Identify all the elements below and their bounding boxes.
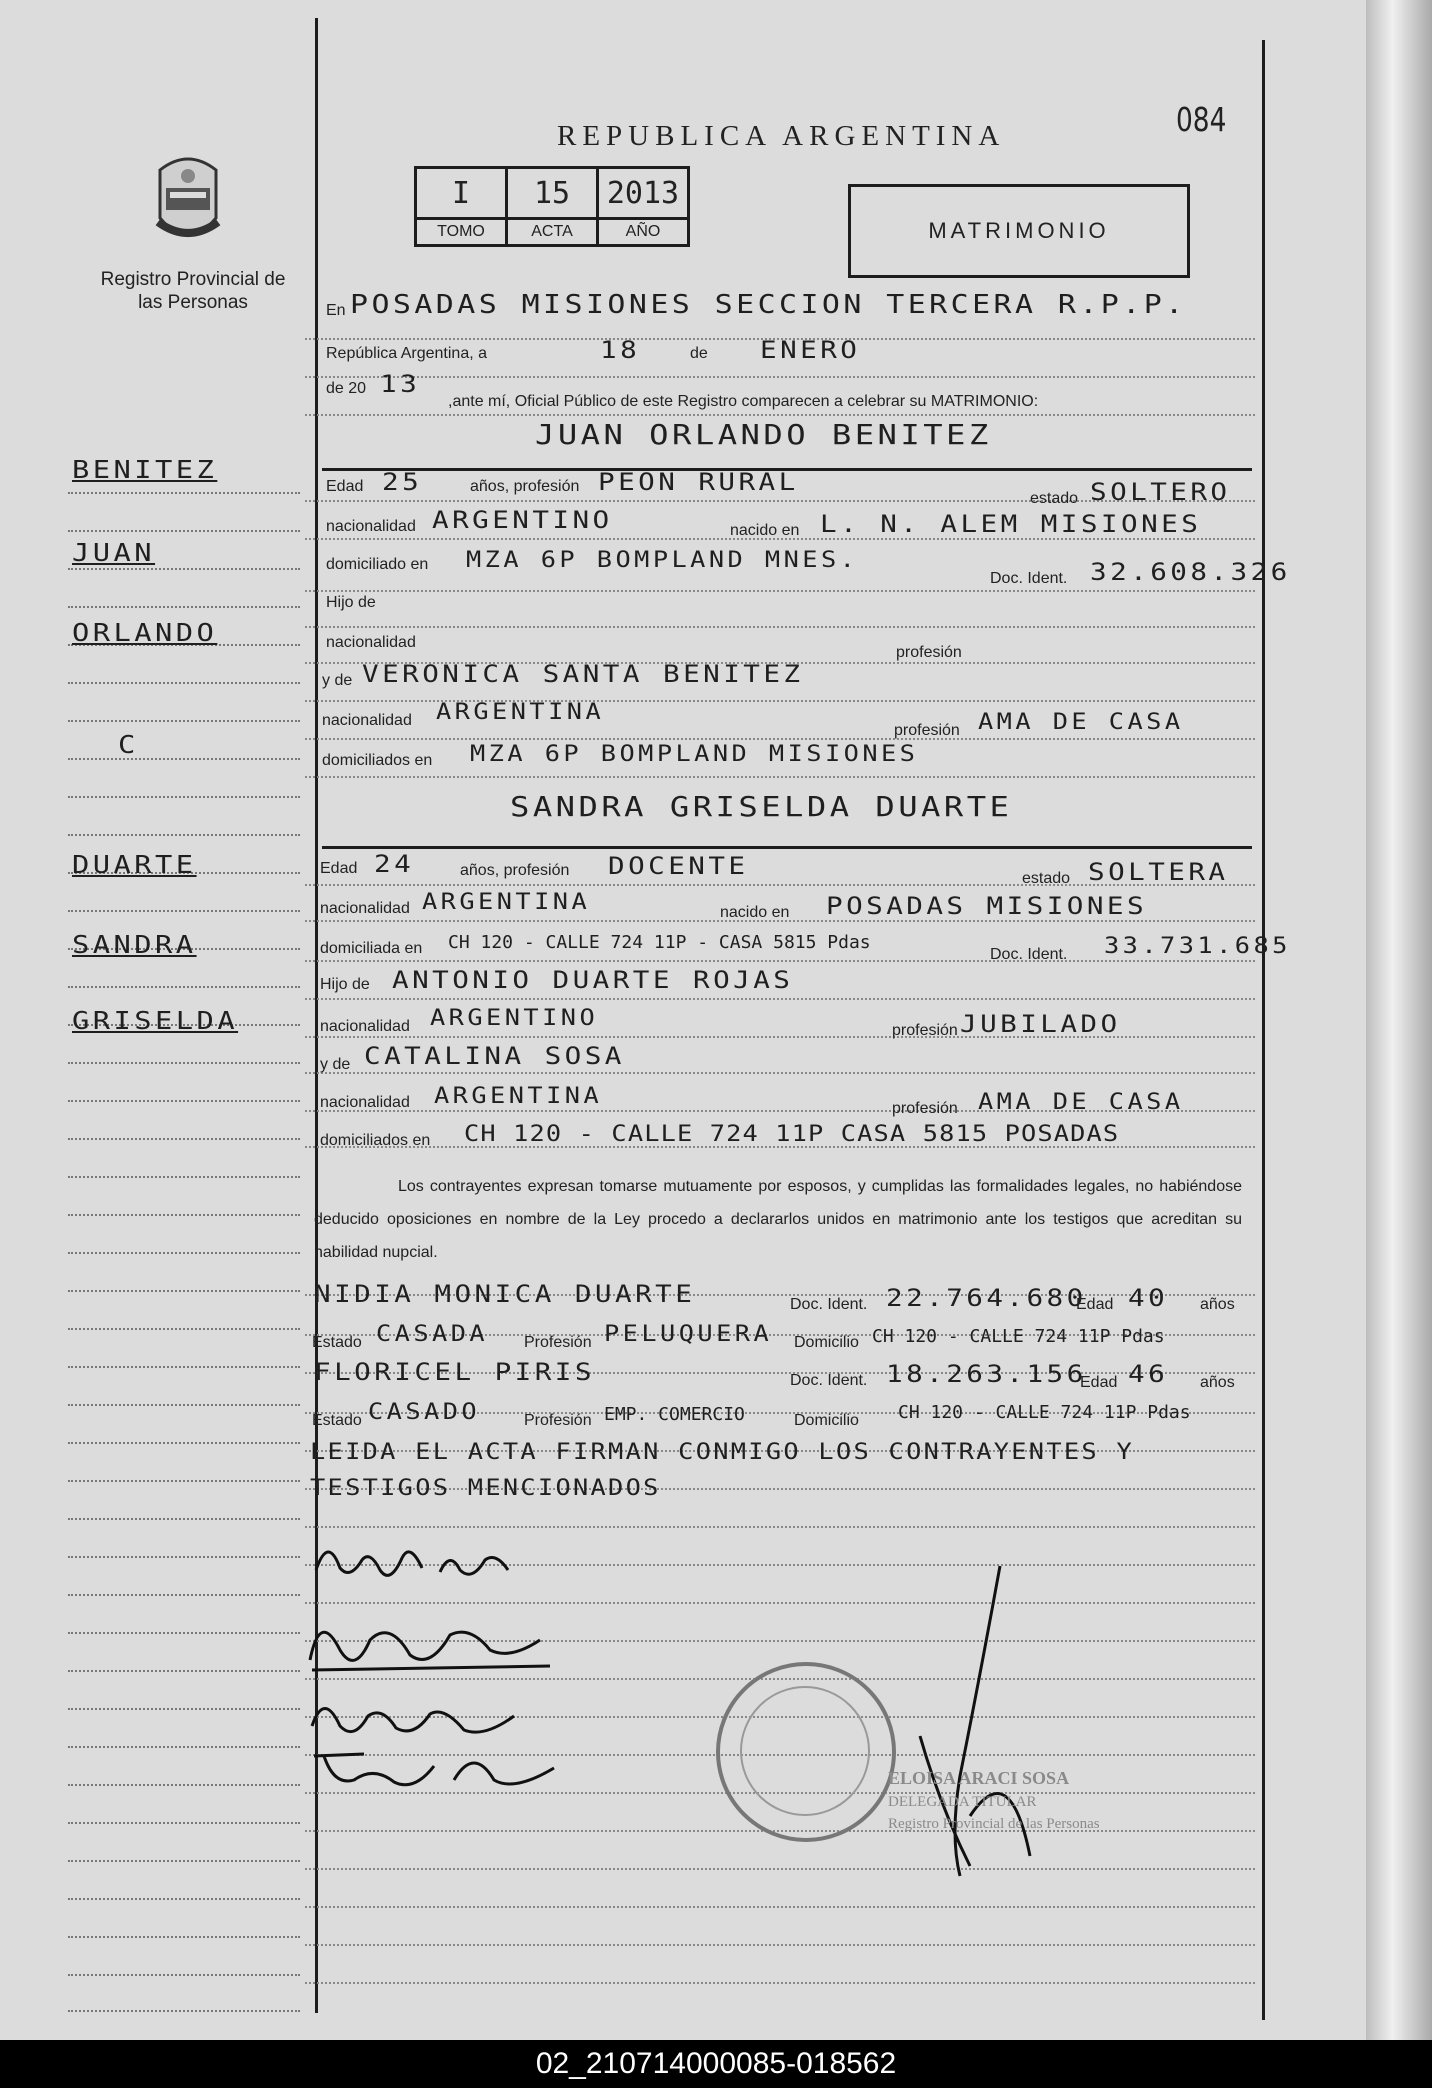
en-label: En: [326, 302, 346, 319]
spouse2-age: 24: [374, 850, 415, 878]
witness1-age: 40: [1128, 1284, 1169, 1312]
spouse2-estado-label: estado: [1022, 870, 1071, 887]
spouse1-mother-prof-label: profesión: [894, 722, 960, 739]
spouse1-father-nac-label: nacionalidad: [326, 634, 416, 651]
spouse2-profesion-label: años, profesión: [460, 862, 570, 879]
spouse1-edad-label: Edad: [326, 478, 364, 495]
closing-line-1: LEIDA EL ACTA FIRMAN CONMIGO LOS CONTRAYENTES Y: [310, 1440, 1135, 1465]
spouse2-parents-address: CH 120 - CALLE 724 11P CASA 5815 POSADAS: [464, 1122, 1120, 1147]
spouse2-mother: CATALINA SOSA: [364, 1042, 625, 1070]
spouse2-nacido-label: nacido en: [720, 904, 790, 921]
act-type-box: MATRIMONIO: [848, 184, 1190, 278]
spouse2-father-nac-label: nacionalidad: [320, 1018, 410, 1035]
spouse2-yde-label: y de: [320, 1056, 351, 1073]
month-value: ENERO: [760, 336, 861, 364]
witness2-status: CASADO: [368, 1400, 481, 1425]
margin-surname-1: BENITEZ: [72, 455, 218, 484]
spouse2-status: SOLTERA: [1088, 858, 1229, 886]
witness1-doc-label: Doc. Ident.: [790, 1296, 868, 1313]
intro-text: ,ante mí, Oficial Público de este Registro comparecen a celebrar su MATRIMONIO:: [448, 393, 1039, 410]
spouse2-doc: 33.731.685: [1104, 934, 1291, 959]
witness2-doc: 18.263.156: [886, 1360, 1087, 1388]
witness2-name: FLORICEL PIRIS: [314, 1358, 595, 1386]
spouse2-doc-label: Doc. Ident.: [990, 946, 1068, 963]
spouse1-doc-label: Doc. Ident.: [990, 570, 1068, 587]
spouse1-nacionalidad-label: nacionalidad: [326, 518, 416, 535]
witness1-profession: PELUQUERA: [604, 1322, 773, 1347]
spouse2-edad-label: Edad: [320, 860, 358, 877]
witness1-profesion-label: Profesión: [524, 1334, 592, 1351]
spouse1-mother-nationality: ARGENTINA: [436, 700, 605, 725]
footer-code: 02_210714000085-018562: [0, 2040, 1432, 2088]
witness2-address: CH 120 - CALLE 724 11P Pdas: [898, 1402, 1191, 1423]
margin-given-name-4: GRISELDA: [72, 1006, 239, 1035]
signature-witness2-icon: [304, 1736, 564, 1796]
spouse1-domiciliado-label: domiciliado en: [326, 556, 429, 573]
country-heading: REPUBLICA ARGENTINA: [557, 120, 1006, 152]
spouse2-father-nationality: ARGENTINO: [430, 1006, 599, 1031]
spouse2-father: ANTONIO DUARTE ROJAS: [392, 966, 794, 994]
officer-title: DELEGADA TITULAR: [888, 1794, 1037, 1810]
spouse1-mother: VERONICA SANTA BENITEZ: [362, 660, 804, 688]
spouse2-nacionalidad-label: nacionalidad: [320, 900, 410, 917]
day-value: 18: [600, 336, 641, 364]
witness2-profesion-label: Profesión: [524, 1412, 592, 1429]
anio-label: AÑO: [598, 219, 689, 246]
signature-officer-icon: [900, 1556, 1050, 1886]
witness1-doc: 22.764.680: [886, 1284, 1087, 1312]
spouse1-hijo-label: Hijo de: [326, 594, 376, 611]
provincial-coat-of-arms-icon: [140, 148, 236, 254]
spouse2-mother-nationality: ARGENTINA: [434, 1084, 603, 1109]
witness1-domicilio-label: Domicilio: [794, 1334, 859, 1351]
witness2-estado-label: Estado: [312, 1412, 362, 1429]
republica-label: República Argentina, a: [326, 345, 487, 362]
spouse2-birthplace: POSADAS MISIONES: [826, 892, 1148, 920]
year-value: 13: [380, 370, 421, 398]
margin-conjunction: C: [118, 730, 139, 759]
witness2-profession: EMP. COMERCIO: [604, 1404, 745, 1425]
witness1-estado-label: Estado: [312, 1334, 362, 1351]
book-spine: [1366, 0, 1432, 2040]
witness1-edad-label: Edad: [1076, 1296, 1114, 1313]
spouse2-address: CH 120 - CALLE 724 11P - CASA 5815 Pdas: [448, 932, 871, 953]
spouse1-address: MZA 6P BOMPLAND MNES.: [466, 548, 859, 573]
de-label: de: [690, 345, 708, 362]
spouse1-parents-address: MZA 6P BOMPLAND MISIONES: [470, 742, 919, 767]
spouse2-nationality: ARGENTINA: [422, 890, 591, 915]
margin-given-name-3: SANDRA: [72, 930, 197, 959]
spouse2-domiciliada-label: domiciliada en: [320, 940, 423, 957]
spouse1-profesion-label: años, profesión: [470, 478, 580, 495]
place-of-registration: POSADAS MISIONES SECCION TERCERA R.P.P.: [350, 290, 1187, 320]
spouse1-profession: PEON RURAL: [598, 468, 799, 496]
folio-number: 084: [1176, 100, 1227, 139]
spouse1-mother-profession: AMA DE CASA: [978, 710, 1184, 735]
registry-name: Registro Provincial de las Personas: [100, 269, 286, 313]
spouse2-profession: DOCENTE: [608, 852, 749, 880]
declaration-text: Los contrayentes expresan tomarse mutuamente por esposos, y cumplidas las formalidades legales, no habiéndose deducido oposiciones en nombre de la Ley procedo a declararlos unidos en matrimonio ante los testigos que acreditan su habilidad nupcial.: [314, 1178, 1242, 1261]
spouse1-age: 25: [382, 468, 423, 496]
acta-value: 15: [507, 168, 598, 219]
spouse2-mother-nac-label: nacionalidad: [320, 1094, 410, 1111]
signature-spouse2-icon: [300, 1600, 560, 1680]
spouse1-nacido-label: nacido en: [730, 522, 800, 539]
acta-label: ACTA: [507, 219, 598, 246]
spouse2-hijo-label: Hijo de: [320, 976, 370, 993]
right-margin-line: [1262, 40, 1265, 2020]
divider-2: [322, 846, 1252, 849]
spouse2-domiciliados-label: domiciliados en: [320, 1132, 431, 1149]
officer-name: ELOISA ARACI SOSA: [888, 1768, 1070, 1788]
witness1-anos-label: años: [1200, 1296, 1235, 1313]
official-seal-inner-icon: [740, 1686, 870, 1816]
spouse2-father-profession: JUBILADO: [960, 1010, 1121, 1038]
witness1-name: NIDIA MONICA DUARTE: [314, 1280, 696, 1308]
margin-given-name-1: JUAN: [72, 538, 156, 567]
spouse1-domiciliados-label: domiciliados en: [322, 752, 433, 769]
officer-org: Registro Provincial de las Personas: [888, 1816, 1100, 1832]
margin-given-name-2: ORLANDO: [72, 618, 218, 647]
margin-surname-2: DUARTE: [72, 850, 197, 879]
spouse1-estado-label: estado: [1030, 490, 1079, 507]
spouse2-mother-prof-label: profesión: [892, 1100, 958, 1117]
witness1-address: CH 120 - CALLE 724 11P Pdas: [872, 1326, 1165, 1347]
anio-value: 2013: [598, 168, 689, 219]
spouse1-doc: 32.608.326: [1090, 558, 1291, 586]
tomo-value: I: [416, 168, 507, 219]
spouse2-father-prof-label: profesión: [892, 1022, 958, 1039]
witness1-status: CASADA: [376, 1322, 489, 1347]
spouse1-yde-label: y de: [322, 672, 353, 689]
spouse1-birthplace: L. N. ALEM MISIONES: [820, 510, 1202, 538]
tomo-label: TOMO: [416, 219, 507, 246]
witness2-age: 46: [1128, 1360, 1169, 1388]
closing-line-2: TESTIGOS MENCIONADOS: [310, 1476, 661, 1501]
spouse1-name: JUAN ORLANDO BENITEZ: [535, 418, 992, 451]
spouse1-father-prof-label: profesión: [896, 644, 962, 661]
witness2-anos-label: años: [1200, 1374, 1235, 1391]
spouse2-name: SANDRA GRISELDA DUARTE: [510, 790, 1013, 823]
signature-spouse1-icon: [310, 1530, 540, 1590]
spouse1-mother-nac-label: nacionalidad: [322, 712, 412, 729]
spouse1-nationality: ARGENTINO: [432, 506, 613, 534]
year-prefix-label: de 20: [326, 380, 367, 397]
spouse1-status: SOLTERO: [1090, 478, 1231, 506]
witness2-domicilio-label: Domicilio: [794, 1412, 859, 1429]
witness2-edad-label: Edad: [1080, 1374, 1118, 1391]
spouse2-mother-profession: AMA DE CASA: [978, 1090, 1184, 1115]
witness2-doc-label: Doc. Ident.: [790, 1372, 868, 1389]
book-reference-table: [414, 166, 690, 247]
